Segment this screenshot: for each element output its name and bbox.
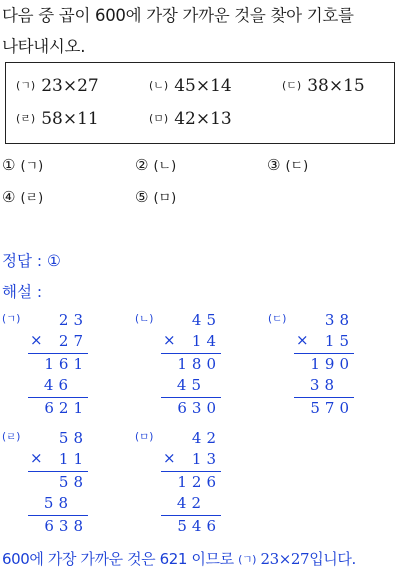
choice-number: ② [135,156,149,174]
calc-label: (ㅁ) [135,431,154,443]
choice-label: (ㄱ) [20,159,44,174]
box-item-label: (ㅁ) [149,112,169,125]
choice-label: (ㅁ) [153,191,177,206]
times-sign: × [296,331,309,349]
box-item-c [282,76,365,96]
calc-multiplicand: 23 [58,311,88,329]
calc-d [2,429,112,539]
calc-rule [28,353,88,354]
expressions-box [5,62,395,144]
box-item-expr: 58×11 [41,109,99,129]
calc-result: 621 [44,399,88,417]
box-item-label: (ㄴ) [149,79,169,92]
calc-rule [28,471,88,472]
conclusion-pre: 600에 가장 가까운 것은 621 이므로 [2,550,239,568]
calc-multiplier: 27 [58,332,88,350]
box-item-b [149,76,232,96]
calc-result: 638 [44,517,88,535]
calc-multiplier: 11 [58,450,88,468]
calc-multiplier: 14 [191,332,221,350]
calc-rule [28,515,88,516]
calc-rule [28,397,88,398]
calc-multiplicand: 58 [58,429,88,447]
calc-rule [161,397,221,398]
calc-multiplicand: 45 [191,311,221,329]
box-item-expr: 45×14 [174,76,232,96]
calc-partial-2: 45 [176,376,206,394]
choice-number: ⑤ [135,188,149,206]
calc-result: 630 [177,399,221,417]
box-item-expr: 42×13 [174,109,232,129]
choice-2[interactable] [135,155,176,174]
choice-number: ③ [267,156,281,174]
calc-label: (ㄹ) [2,431,21,443]
calc-partial-1: 180 [177,355,221,373]
calc-result: 570 [310,399,354,417]
times-sign: × [163,449,176,467]
calc-label: (ㄱ) [2,313,21,325]
calc-partial-1: 190 [310,355,354,373]
choice-1[interactable] [2,155,43,174]
question-line-1: 다음 중 곱이 600에 가장 가까운 것을 찾아 기호를 [2,6,354,25]
calc-rule [161,353,221,354]
calc-label: (ㄷ) [268,313,287,325]
calc-partial-2: 38 [309,376,339,394]
calc-result: 546 [177,517,221,535]
calc-e [135,429,245,539]
calc-label: (ㄴ) [135,313,154,325]
calc-b [135,311,245,421]
choice-number: ④ [2,188,16,206]
times-sign: × [30,331,43,349]
times-sign: × [30,449,43,467]
answer-text: 정답 : ① [2,252,61,270]
calc-partial-2: 42 [176,494,206,512]
choice-4[interactable] [2,187,43,206]
choice-3[interactable] [267,155,308,174]
calc-a [2,311,112,421]
choice-label: (ㄹ) [20,191,44,206]
calc-partial-2: 46 [43,376,73,394]
conclusion-post: 입니다. [309,550,356,568]
box-item-label: (ㄷ) [282,79,302,92]
box-item-e [149,109,232,129]
choice-label: (ㄷ) [285,159,309,174]
calc-rule [294,353,354,354]
calc-multiplicand: 38 [324,311,354,329]
calc-partial-2: 58 [43,494,73,512]
calc-rule [161,515,221,516]
choice-number: ① [2,156,16,174]
calc-partial-1: 126 [177,473,221,491]
conclusion-expr: 23×27 [256,550,310,568]
calc-multiplicand: 42 [191,429,221,447]
conclusion-text [2,548,356,569]
calc-multiplier: 15 [324,332,354,350]
calc-partial-1: 58 [58,473,88,491]
choice-label: (ㄴ) [153,159,177,174]
box-item-expr: 38×15 [307,76,365,96]
choice-5[interactable] [135,187,176,206]
box-item-label: (ㄱ) [16,79,36,92]
calc-rule [161,471,221,472]
box-item-d [16,109,99,129]
calc-multiplier: 13 [191,450,221,468]
calc-partial-1: 161 [44,355,88,373]
times-sign: × [163,331,176,349]
calc-rule [294,397,354,398]
calc-c [268,311,378,421]
explanation-heading: 해설 : [2,283,43,301]
box-item-expr: 23×27 [41,76,99,96]
question-line-2: 나타내시오. [2,37,86,56]
box-item-label: (ㄹ) [16,112,36,125]
box-item-a [16,76,99,96]
conclusion-label: (ㄱ) [238,553,257,566]
